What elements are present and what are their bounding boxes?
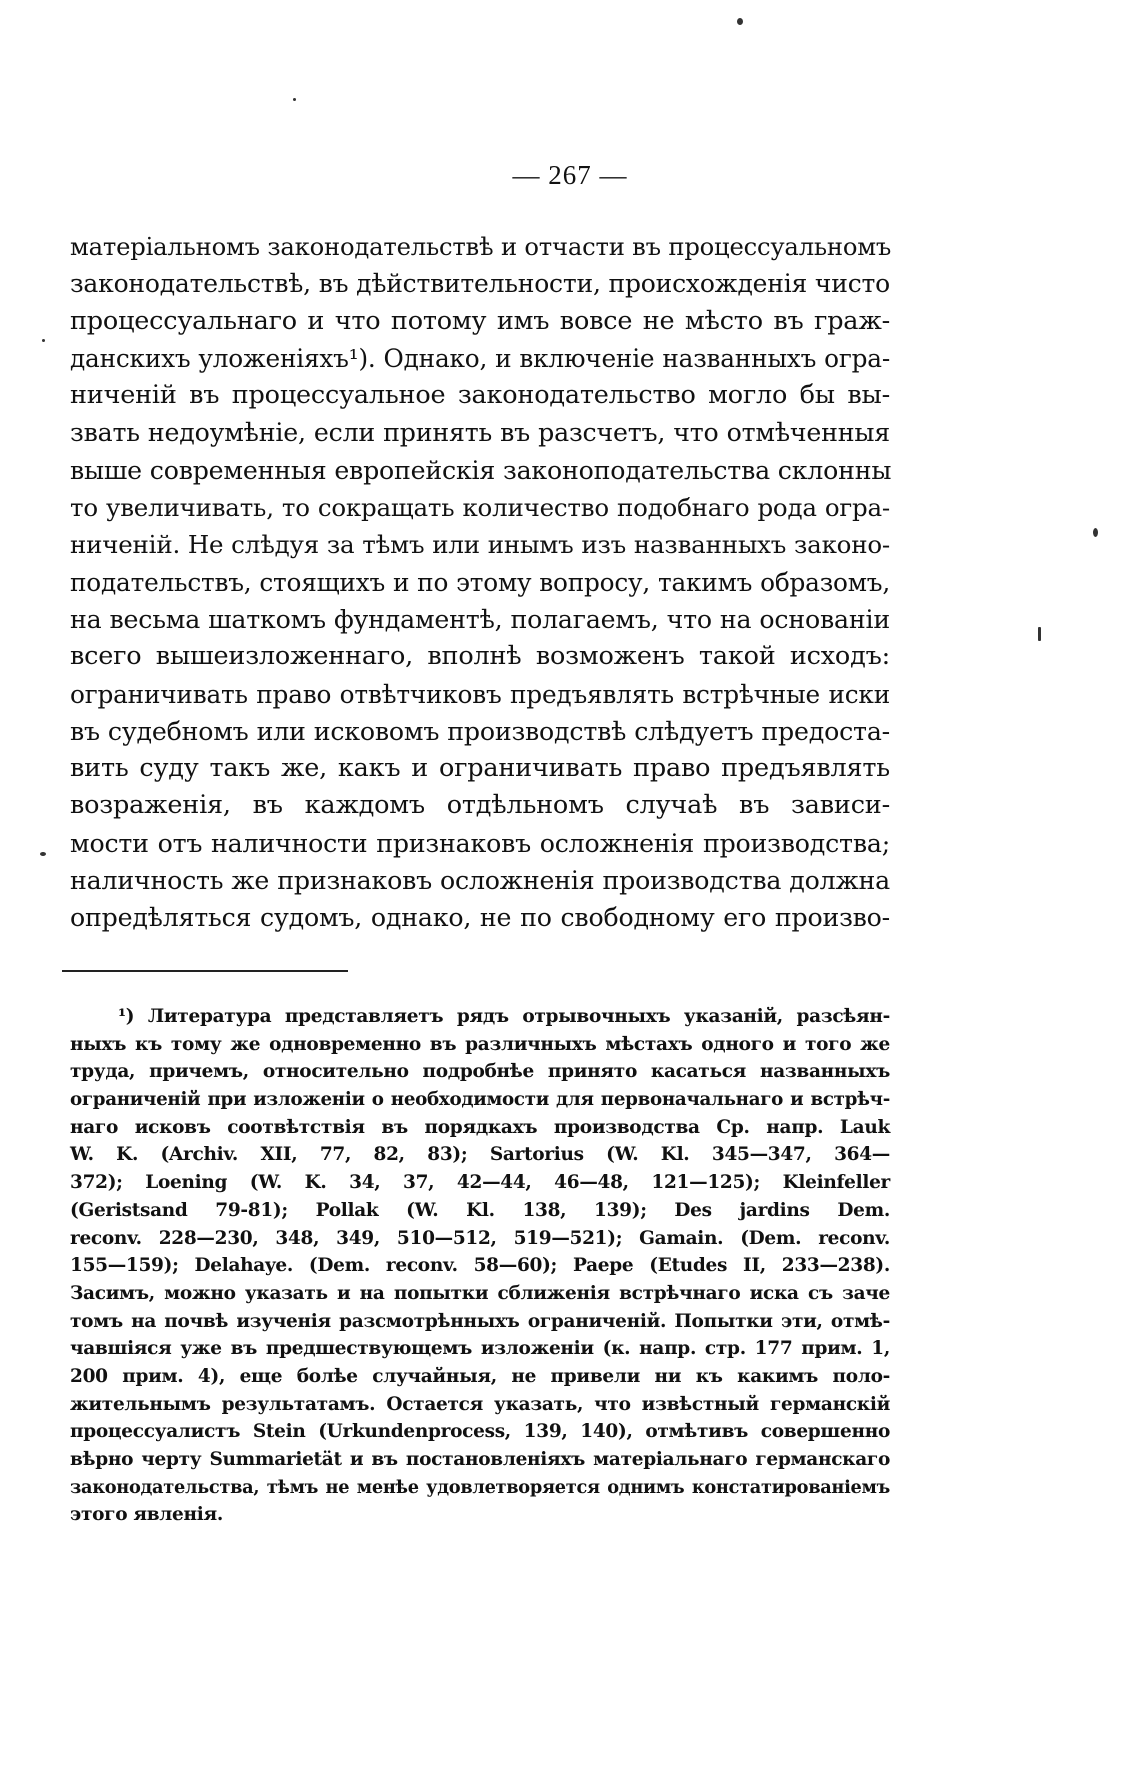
text-line: ограничивать право отвѣтчиковъ предъявлять встрѣчные иски (70, 679, 890, 709)
footnote-line: этого явленія. (70, 1504, 223, 1526)
print-speck (1093, 528, 1098, 537)
print-speck (40, 852, 46, 856)
footnote-line: наго исковъ соотвѣтствія въ порядкахъ производства Ср. напр. Lauk (70, 1116, 890, 1138)
text-line: ниченій въ процессуальное законодательство могло бы вы- (70, 380, 890, 411)
text-line: данскихъ уложеніяхъ¹). Однако, и включеніе названныхъ огра- (70, 343, 890, 373)
footnote-line: законодательства, тѣмъ не менѣе удовлетворяется однимъ констатированіемъ (70, 1476, 890, 1498)
text-line: законодательствѣ, въ дѣйствительности, происхожденія чисто (70, 269, 890, 299)
footnote-line: reconv. 228—230, 348, 349, 510—512, 519—521); Gamain. (Dem. reconv. (70, 1227, 890, 1249)
footnote-line: W. K. (Archiv. XII, 77, 82, 83); Sartorius (W. Kl. 345—347, 364— (70, 1144, 890, 1166)
footnote (70, 1003, 890, 1529)
text-line: возраженія, въ каждомъ отдѣльномъ случаѣ въ зависи- (70, 790, 890, 821)
text-line: процессуальнаго и что потому имъ вовсе не мѣсто въ граж- (70, 305, 890, 336)
footnote-separator (62, 970, 348, 972)
footnote-line: 200 прим. 4), еще болѣе случайныя, не привели ни къ какимъ поло- (70, 1365, 890, 1387)
footnote-line: (Geristsand 79-81); Pollak (W. Kl. 138, 139); Des jardins Dem. (70, 1199, 890, 1221)
text-line: матеріальномъ законодательствѣ и отчасти въ процессуальномъ (70, 232, 892, 261)
text-line: вить суду такъ же, какъ и ограничивать право предъявлять (70, 753, 890, 784)
text-line: всего вышеизложеннаго, вполнѣ возможенъ такой исходъ: (70, 641, 890, 672)
footnote-line: ограниченій при изложеніи о необходимости для первоначальнаго и встрѣч- (70, 1089, 890, 1111)
footnote-line: процессуалистъ Stein (Urkundenprocess, 139, 140), отмѣтивъ совершенно (70, 1421, 890, 1443)
text-line: въ судебномъ или исковомъ производствѣ слѣдуетъ предоста- (70, 716, 890, 746)
print-speck (737, 18, 743, 25)
text-line: звать недоумѣніе, если принять въ разсчетъ, что отмѣченныя (70, 418, 890, 448)
text-line: опредѣляться судомъ, однако, не по свободному его произво- (70, 903, 890, 933)
footnote-line: жительнымъ результатамъ. Остается указать, что извѣстный германскій (70, 1393, 890, 1415)
footnote-line: вѣрно черту Summarietät и въ постановленіяхъ матеріальнаго германскаго (70, 1449, 890, 1470)
footnote-line: ¹) Литература представляетъ рядъ отрывочныхъ указаній, разсѣян- (118, 1006, 890, 1027)
main-text (70, 228, 890, 937)
text-line: мости отъ наличности признаковъ осложненія производства; (70, 828, 890, 858)
text-line: выше современныя европейскія законоподательства склонны (70, 455, 892, 485)
footnote-line: 155—159); Delahaye. (Dem. reconv. 58—60); Paepe (Etudes II, 233—238). (70, 1255, 890, 1277)
print-speck (42, 339, 45, 342)
text-line: то увеличивать, то сокращать количество подобнаго рода огра- (70, 493, 890, 523)
print-speck (1038, 627, 1041, 641)
footnote-line: чавшіяся уже въ предшествующемъ изложеніи (к. напр. стр. 177 прим. 1, (70, 1338, 890, 1360)
footnote-line: труда, причемъ, относительно подробнѣе принято касаться названныхъ (70, 1061, 890, 1083)
footnote-line: 372); Loening (W. K. 34, 37, 42—44, 46—48, 121—125); Kleinfeller (70, 1172, 890, 1194)
footnote-line: Засимъ, можно указать и на попытки сближенія встрѣчнаго иска съ заче (70, 1282, 890, 1304)
text-line: ниченій. Не слѣдуя за тѣмъ или инымъ изъ названныхъ законо- (70, 530, 890, 560)
text-line: наличность же признаковъ осложненія производства должна (70, 866, 890, 896)
text-line: подательствъ, стоящихъ и по этому вопросу, такимъ образомъ, (70, 567, 890, 597)
page-number: — 267 — (512, 160, 628, 190)
footnote-line: ныхъ къ тому же одновременно въ различныхъ мѣстахъ одного и того же (70, 1033, 890, 1055)
footnote-line: томъ на почвѣ изученія разсмотрѣнныхъ ограниченій. Попытки эти, отмѣ- (70, 1310, 890, 1332)
text-line: на весьма шаткомъ фундаментѣ, полагаемъ, что на основаніи (70, 604, 890, 634)
print-speck (293, 98, 296, 101)
